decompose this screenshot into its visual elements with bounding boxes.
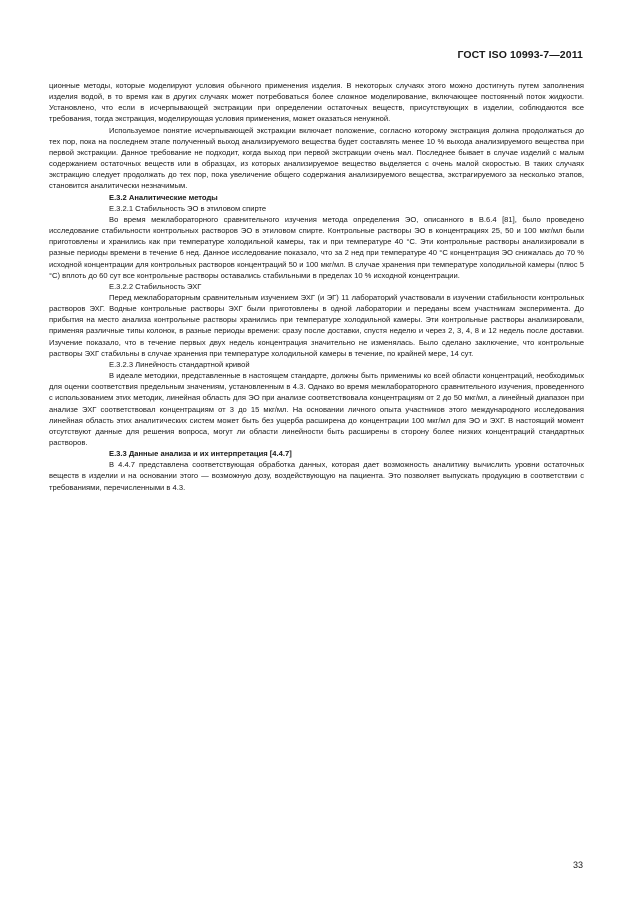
paragraph-continuation: ционные методы, которые моделируют условия обычного применения изделия. В некоторых случаях этого можно достигнуть путем заполнения изделия водой, в то время как в других случаях может потребоваться более сложное моделирование, включающее постоянный поток жидкости. Установлено, что если в исчерпывающей экстракции при определении остаточных веществ, присутствующих в изделии, соблюдаются все требования, тогда экстракция, моделирующая условия применения, может оказаться ненужной.	[49, 81, 584, 124]
subsection-heading-e322: Е.3.2.2 Стабильность ЭХГ	[109, 281, 202, 291]
document-code: ГОСТ ISO 10993-7—2011	[457, 49, 583, 61]
document-body	[49, 80, 584, 493]
paragraph-ech-stability: Перед межлабораторным сравнительным изучением ЭХГ (и ЭГ) 11 лабораторий участвовали в изучении стабильности контрольных растворов ЭХГ. Водные контрольные растворы ЭХГ были приготовлены в одной лаборатории и переданы всем участникам эксперимента. До прибытия на место анализа контрольные растворы хранились при температуре холодильной камеры. Эти контрольные растворы анализировали, применяя различные типы колонок, в разные периоды времени: сразу после доставки, спустя неделю и через 2, 3, 4, 8 и 12 недель после доставки. Изучение показало, что в течение первых двух недель концентрация значительно не изменялась. Было сделано заключение, что контрольные растворы ЭХГ стабильны в случае хранения при температуре холодильной камеры в течение, по крайней мере, 14 сут.	[49, 292, 584, 358]
paragraph-exhaustive-extraction: Используемое понятие исчерпывающей экстракции включает положение, согласно которому экстракция должна продолжаться до тех пор, пока на последнем этапе полученный выход анализируемого вещества будет составлять менее 10 % выхода анализируемого вещества при первой экстракции. Данное требование не подходит, когда выход при первой экстракции очень мал. Последнее бывает в случае изделий с малым содержанием остаточных веществ или в образцах, из которых анализируемое вещество выделяется с очень малой скоростью. В таких случаях экстракцию следует продолжать до тех пор, пока увеличение общего содержания анализируемого вещества, экстрагируемого за несколько этапов, становится аналитически незначимым.	[49, 125, 584, 191]
paragraph-linearity: В идеале методики, представленные в настоящем стандарте, должны быть применимы ко всей области концентраций, необходимых для оценки соответствия предельным значениям, установленным в 4.3. Однако во время межлабораторного сравнительного изучения, проведенного с использованием этих методик, линейная область для ЭО при анализе соответствовала концентрациям от 2 до 50 мкг/мл, а линейный диапазон при анализе ЭХГ соответствовал концентрациям от 3 до 15 мкг/мл. На основании личного опыта участников этого международного исследования линейная область этих аналитических систем может быть без ущерба расширена до концентрации 100 мкг/мл для ЭО и ЭХГ. В настоящий момент отсутствуют данные для решения вопроса, могут ли области линейности быть расширены в сторону более низких концентраций стандартных растворов.	[49, 371, 584, 447]
section-heading-e32: Е.3.2 Аналитические методы	[109, 192, 218, 202]
section-heading-e33: Е.3.3 Данные анализа и их интерпретация [4.4.7]	[109, 449, 292, 459]
subsection-heading-e321: Е.3.2.1 Стабильность ЭО в этиловом спирте	[109, 203, 267, 213]
paragraph-data-interpretation: В 4.4.7 представлена соответствующая обработка данных, которая дает возможность аналитику вычислить уровни остаточных веществ в изделии и на основании этого — возможную дозу, воздействующую на пациента. Это позволяет выпускать продукцию в соответствии с требованиями, перечисленными в 4.3.	[49, 460, 584, 492]
page-number: 33	[572, 860, 583, 870]
subsection-heading-e323: Е.3.2.3 Линейность стандартной кривой	[109, 359, 250, 369]
paragraph-eo-stability: Во время межлабораторного сравнительного изучения метода определения ЭО, описанного в В.6.4 [81], было проведено исследование стабильности контрольных растворов ЭО в этиловом спирте. Контрольные растворы ЭО в концентрациях 25, 50 и 100 мкг/мл были приготовлены и хранились как при температуре холодильной камеры, так и при температуре 40 °С. Эти контрольные растворы анализировали в разные периоды времени в течение 6 нед. Данное исследование показало, что за 2 нед при температуре 40 °С концентрация ЭО снижалась до 70 % исходной концентрации для контрольных растворов концентраций 50 и 100 мкг/мл. В случае хранения при температуре холодильной камеры (плюс 5 °С) вплоть до 60 сут все контрольные растворы оставались стабильными в пределах 10 % исходной концентрации.	[49, 214, 584, 280]
